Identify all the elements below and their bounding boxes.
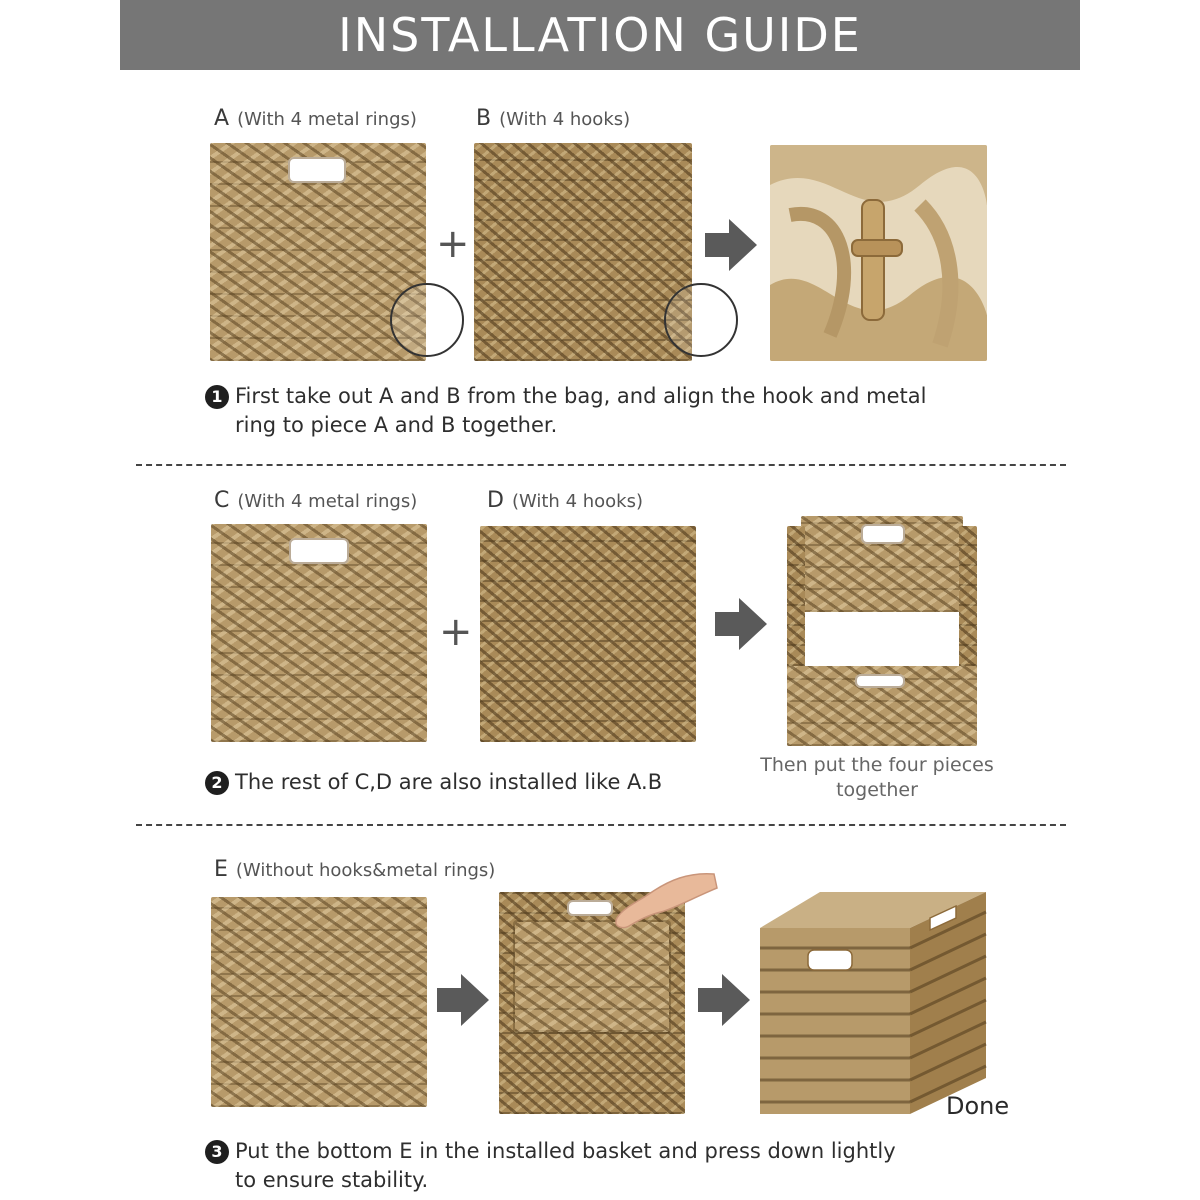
plus-icon: + — [436, 221, 470, 267]
label-piece-b — [476, 106, 630, 131]
basket-front-wall — [787, 666, 977, 746]
step-3-number-badge: 3 — [205, 1140, 229, 1164]
piece-b-note: (With 4 hooks) — [499, 109, 631, 130]
hook-zoom-icon — [664, 283, 738, 357]
guide-header — [120, 0, 1080, 70]
panel-handle-hole — [567, 900, 613, 916]
label-piece-d — [487, 488, 643, 513]
insert-bottom-basket-image — [499, 892, 685, 1114]
panel-handle-hole — [288, 157, 346, 183]
step-3-line-1: Put the bottom E in the installed basket and press down lightly — [235, 1139, 896, 1163]
done-label: Done — [946, 1092, 1010, 1120]
label-piece-a — [214, 106, 417, 131]
panel-b-image — [474, 143, 692, 361]
panel-d-image — [480, 526, 696, 742]
step-2-instruction — [205, 768, 765, 797]
panel-handle-hole — [289, 538, 349, 564]
caption-line-2: together — [836, 779, 918, 801]
arrow-right-icon — [435, 972, 491, 1028]
finished-basket-shape — [760, 888, 988, 1116]
piece-a-letter: A — [214, 106, 230, 131]
assemble-caption — [745, 753, 1009, 803]
metal-ring-zoom-icon — [390, 283, 464, 357]
basket-back-wall — [801, 516, 963, 612]
step-1-instruction — [205, 382, 995, 440]
step-3-instruction — [205, 1137, 995, 1195]
piece-d-letter: D — [487, 488, 504, 513]
label-piece-e — [214, 857, 495, 882]
piece-c-letter: C — [214, 488, 230, 513]
arrow-right-icon — [703, 217, 759, 273]
step-2-number-badge: 2 — [205, 771, 229, 795]
open-frame-basket-image — [787, 516, 977, 746]
panel-e-image — [211, 897, 427, 1107]
panel-c-image — [211, 524, 427, 742]
section-divider — [136, 464, 1066, 466]
step-1-line-2: ring to piece A and B together. — [235, 413, 558, 437]
caption-line-1: Then put the four pieces — [760, 754, 994, 776]
piece-d-note: (With 4 hooks) — [511, 491, 643, 512]
page-title: INSTALLATION GUIDE — [338, 8, 862, 62]
piece-c-note: (With 4 metal rings) — [237, 491, 418, 512]
panel-handle-hole — [861, 524, 905, 544]
plus-icon: + — [439, 609, 473, 655]
piece-a-note: (With 4 metal rings) — [237, 109, 417, 130]
finished-basket-image — [760, 888, 988, 1116]
hand-icon — [609, 868, 719, 948]
section-divider — [136, 824, 1066, 826]
piece-e-note: (Without hooks&metal rings) — [235, 860, 496, 881]
step-2-text: The rest of C,D are also installed like A.B — [235, 770, 663, 794]
step-1-line-1: First take out A and B from the bag, and align the hook and metal — [235, 384, 927, 408]
arrow-right-icon — [696, 972, 752, 1028]
piece-b-letter: B — [476, 106, 492, 131]
hook-closeup-image — [770, 145, 987, 361]
arrow-right-icon — [713, 596, 769, 652]
label-piece-c — [214, 488, 417, 513]
step-3-line-2: to ensure stability. — [235, 1168, 429, 1192]
piece-e-letter: E — [214, 857, 228, 882]
step-1-number-badge: 1 — [205, 385, 229, 409]
panel-handle-hole — [855, 674, 905, 688]
hook-closeup-detail — [770, 145, 987, 361]
